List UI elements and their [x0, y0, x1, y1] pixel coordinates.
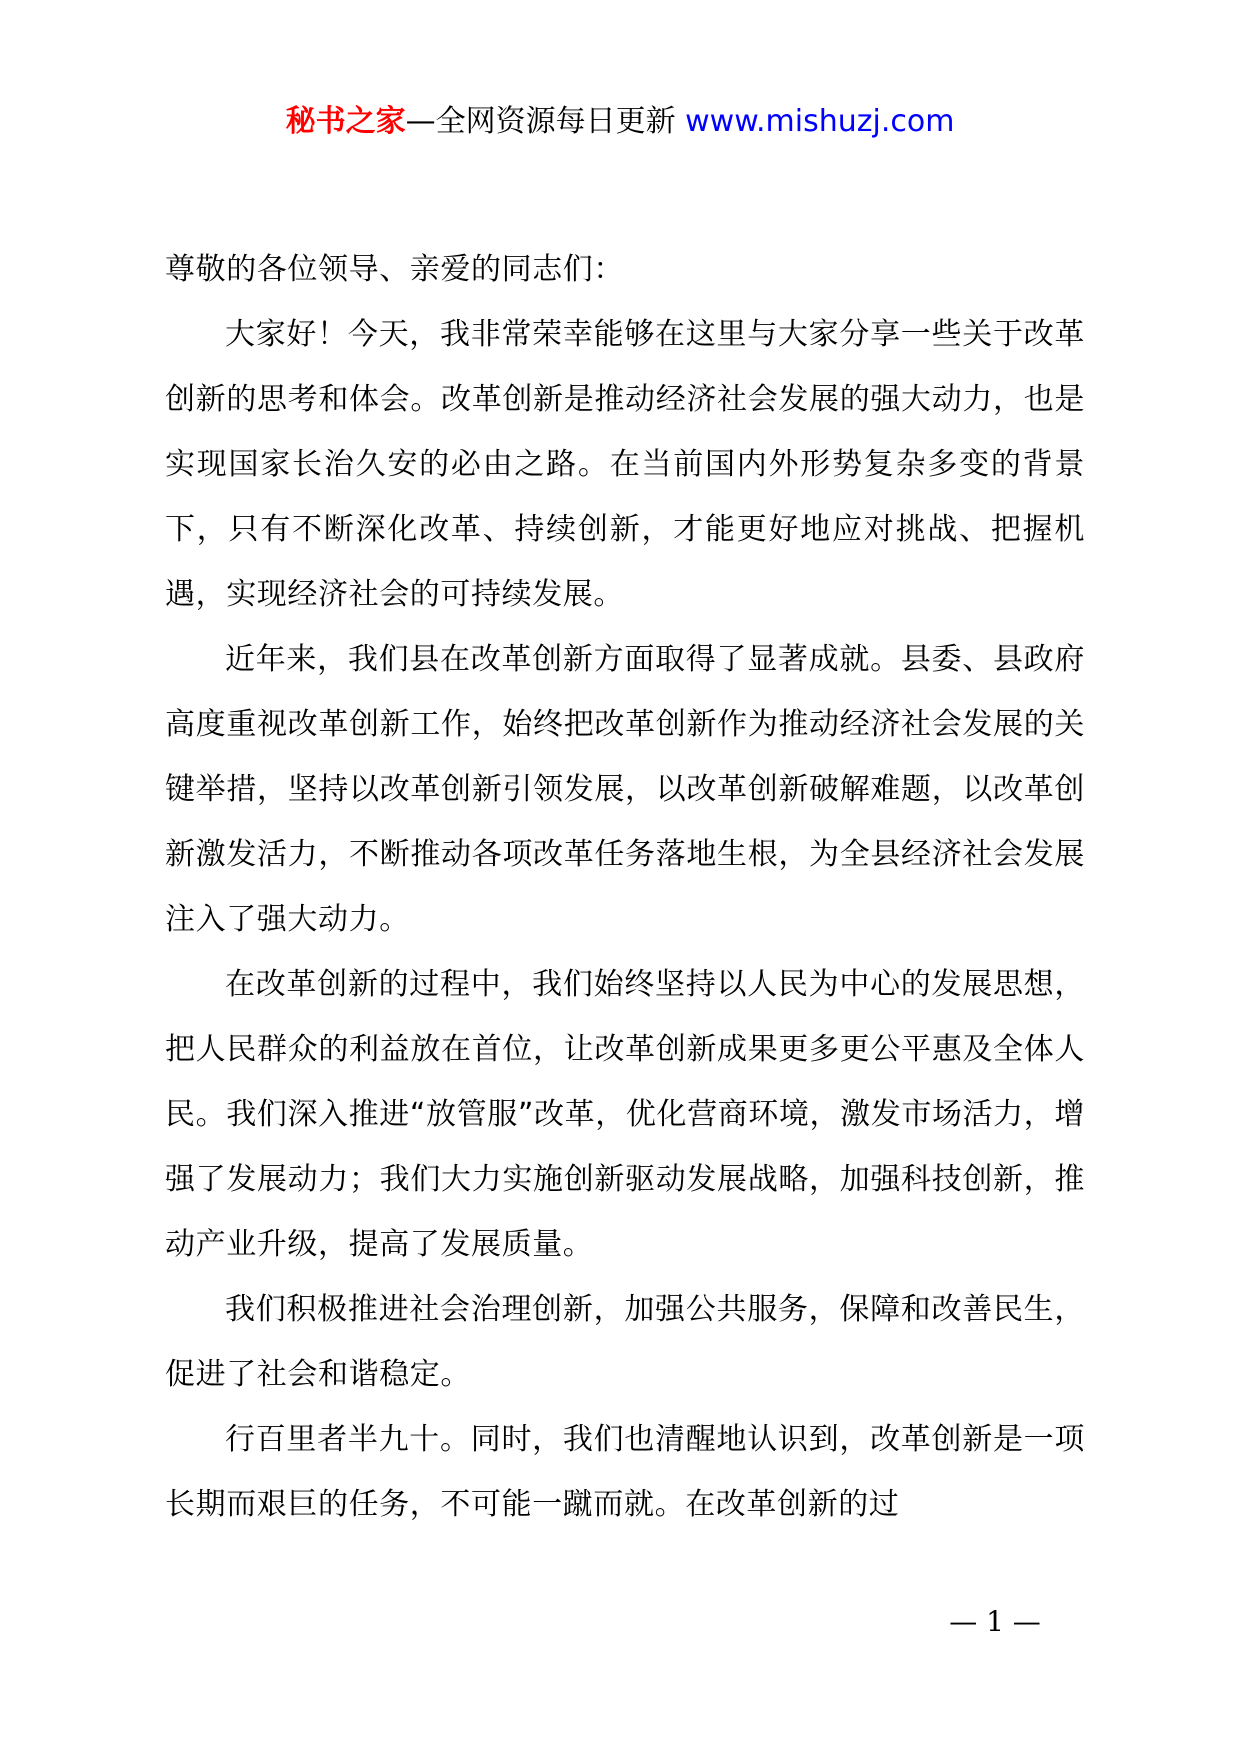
paragraph-greeting: 大家好！今天，我非常荣幸能够在这里与大家分享一些关于改革创新的思考和体会。改革创新是推动经济社会发展的强大动力，也是实现国家长治久安的必由之路。在当前国内外形势复杂多变的背景下，只有不断深化改革、持续创新，才能更好地应对挑战、把握机遇，实现经济社会的可持续发展。	[165, 317, 1085, 612]
document-body	[165, 237, 1085, 1537]
paragraph-achievements: 近年来，我们县在改革创新方面取得了显著成就。县委、县政府高度重视改革创新工作，始终把改革创新作为推动经济社会发展的关键举措，坚持以改革创新引领发展，以改革创新破解难题，以改革创新激发活力，不断推动各项改革任务落地生根，为全县经济社会发展注入了强大动力。	[165, 642, 1085, 937]
header-brand: 秘书之家	[285, 104, 406, 139]
paragraph-people-centered: 在改革创新的过程中，我们始终坚持以人民为中心的发展思想，把人民群众的利益放在首位，让改革创新成果更多更公平惠及全体人民。我们深入推进“放管服”改革，优化营商环境，激发市场活力，增强了发展动力；我们大力实施创新驱动发展战略，加强科技创新，推动产业升级，提高了发展质量。	[165, 967, 1085, 1262]
header-tagline: —全网资源每日更新	[405, 104, 686, 139]
header-url-link[interactable]: www.mishuzj.com	[685, 104, 955, 139]
paragraph-challenges: 行百里者半九十。同时，我们也清醒地认识到，改革创新是一项长期而艰巨的任务，不可能一蹴而就。在改革创新的过	[165, 1422, 1085, 1522]
page-header	[0, 100, 1240, 144]
page-number: — 1 —	[949, 1605, 1041, 1638]
salutation: 尊敬的各位领导、亲爱的同志们：	[165, 252, 624, 287]
paragraph-social-governance: 我们积极推进社会治理创新，加强公共服务，保障和改善民生，促进了社会和谐稳定。	[165, 1292, 1085, 1392]
